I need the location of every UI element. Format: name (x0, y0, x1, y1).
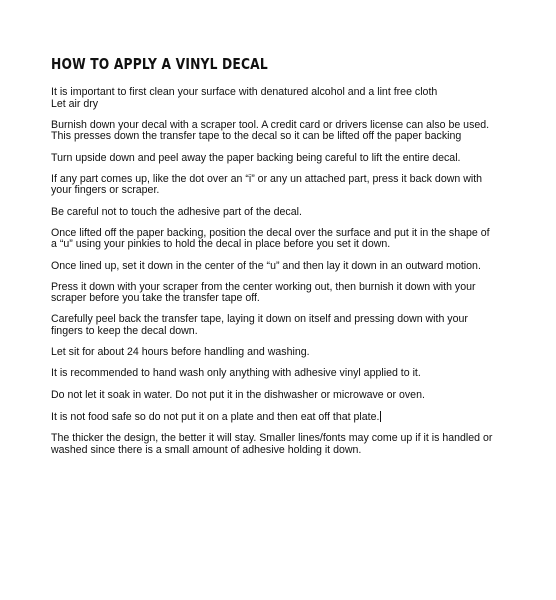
paragraph-clean-surface (51, 87, 501, 110)
paragraph-position-decal (51, 228, 501, 251)
text-line: Press it down with your scraper from the center working out, then burnish it down with your (51, 280, 476, 293)
text-line: Carefully peel back the transfer tape, laying it down on itself and pressing down with your (51, 313, 468, 326)
paragraph-hand-wash (51, 368, 501, 380)
text-line: Once lifted off the paper backing, position the decal over the surface and put it in the shape of (51, 226, 490, 239)
paragraph-adhesive-warning (51, 207, 501, 219)
paragraph-press-scraper (51, 282, 501, 305)
text-line: Do not let it soak in water. Do not put it in the dishwasher or microwave or oven. (51, 388, 425, 401)
paragraph-peel-backing (51, 153, 501, 165)
text-line: If any part comes up, like the dot over an “i” or any un attached part, press it back down with (51, 172, 483, 185)
text-line: Once lined up, set it down in the center of the “u” and then lay it down in an outward motion. (51, 259, 481, 272)
paragraph-no-soak (51, 390, 501, 402)
paragraph-burnish (51, 120, 501, 143)
text-line: It is important to first clean your surface with denatured alcohol and a lint free cloth (51, 86, 438, 98)
text-line (51, 411, 501, 424)
text-cursor (380, 411, 381, 422)
document-title: HOW TO APPLY A VINYL DECAL (51, 55, 268, 73)
text-line: your fingers or scraper. (51, 184, 160, 197)
text-line: a “u” using your pinkies to hold the decal in place before you set it down. (51, 238, 391, 251)
paragraph-let-sit (51, 347, 501, 359)
paragraph-not-food-safe (51, 411, 501, 424)
text-line: fingers to keep the decal down. (51, 325, 198, 338)
text-line: Be careful not to touch the adhesive part of the decal. (51, 205, 302, 218)
text-line: This presses down the transfer tape to the decal so it can be lifted off the paper backing (51, 130, 462, 143)
paragraph-set-down (51, 261, 501, 273)
text-line-content: It is not food safe so do not put it on a plate and then eat off that plate. (51, 410, 380, 423)
text-line: scraper before you take the transfer tape off. (51, 292, 260, 305)
text-line: Burnish down your decal with a scraper tool. A credit card or drivers license can also be used. (51, 118, 490, 131)
text-line: Let air dry (51, 97, 99, 110)
document-page (51, 55, 501, 466)
text-line: The thicker the design, the better it will stay. Smaller lines/fonts may come up if it is handled or (51, 432, 493, 444)
paragraph-peel-transfer (51, 314, 501, 337)
text-line: washed since there is a small amount of adhesive holding it down. (51, 443, 362, 456)
paragraph-thicker-design (51, 433, 501, 456)
paragraph-press-back (51, 174, 501, 197)
text-line: Let sit for about 24 hours before handling and washing. (51, 346, 310, 359)
text-line: It is recommended to hand wash only anything with adhesive vinyl applied to it. (51, 367, 421, 380)
text-line: Turn upside down and peel away the paper backing being careful to lift the entire decal. (51, 151, 461, 164)
